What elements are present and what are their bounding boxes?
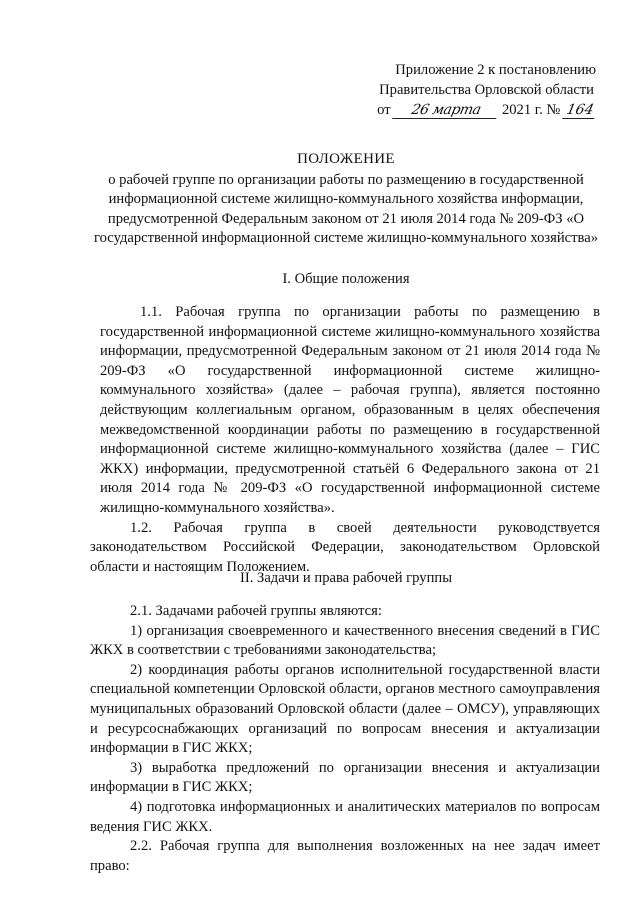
section-2-body [90, 602, 600, 876]
title-main: ПОЛОЖЕНИЕ [297, 151, 395, 167]
title-subtitle: о рабочей группе по организации работы по размещению в государственной информационной системе жилищно-коммунального хозяйства информации, предусмотренной Федеральным законом от 21 июля 2014 года № 209-ФЗ «О государственной информационной системе жилищно-коммунального хозяйства» [94, 171, 598, 246]
handwritten-number: 164 [562, 102, 598, 119]
paragraph-1-1: 1.1. Рабочая группа по организации работы по размещению в государственной информационной системе жилищно-коммунального хозяйства информации, предусмотренной Федеральным законом от 21 июля 2014 года № 209-ФЗ «О государственной информационной системе жилищно-коммунального хозяйства» (далее – рабочая группа), является постоянно действующим коллегиальным органом, образованным в целях обеспечения межведомственной координации работы по размещению в государственной информационной системе жилищно-коммунального хозяйства (далее – ГИС ЖКХ) информации, предусмотренной статьёй 6 Федерального закона от 21 июля 2014 года № 209-ФЗ «О государственной информационной системе жилищно-коммунального хозяйства». [100, 304, 600, 516]
from-label: от [377, 102, 391, 118]
year-label: 2021 г. № [501, 102, 561, 118]
list-item-3: 3) выработка предложений по организации внесения и актуализации информации в ГИС ЖКХ; [90, 759, 600, 796]
header-line-2: Правительства Орловской области [379, 82, 594, 98]
paragraph-2-2: 2.2. Рабочая группа для выполнения возложенных на нее задач имеет право: [90, 838, 600, 874]
section-2-heading: II. Задачи и права рабочей группы [240, 570, 452, 586]
paragraph-1-2: 1.2. Рабочая группа в своей деятельности руководствуется законодательством Российской Федерации, законодательством Орловской области и настоящим Положением. [90, 519, 600, 575]
section-1-body [90, 303, 600, 577]
handwritten-date: 26 марта [392, 102, 500, 119]
list-item-4: 4) подготовка информационных и аналитических материалов по вопросам ведения ГИС ЖКХ. [90, 798, 600, 835]
list-item-1: 1) организация своевременного и качественного внесения сведений в ГИС ЖКХ в соответствии с требованиями законодательства; [90, 622, 600, 659]
list-item-2: 2) координация работы органов исполнительной государственной власти специальной компетенции Орловской области, органов местного самоуправления муниципальных образований Орловской области (далее – ОМСУ), управляющих и ресурсоснабжающих организаций по вопросам внесения и актуализации информации в ГИС ЖКХ; [90, 661, 600, 757]
header-line-1: Приложение 2 к постановлению [395, 62, 596, 78]
paragraph-2-1: 2.1. Задачами рабочей группы являются: [130, 603, 382, 619]
document-title [90, 150, 602, 249]
section-1-heading: I. Общие положения [282, 271, 410, 287]
header-date-line [336, 100, 596, 120]
appendix-header [336, 60, 596, 120]
